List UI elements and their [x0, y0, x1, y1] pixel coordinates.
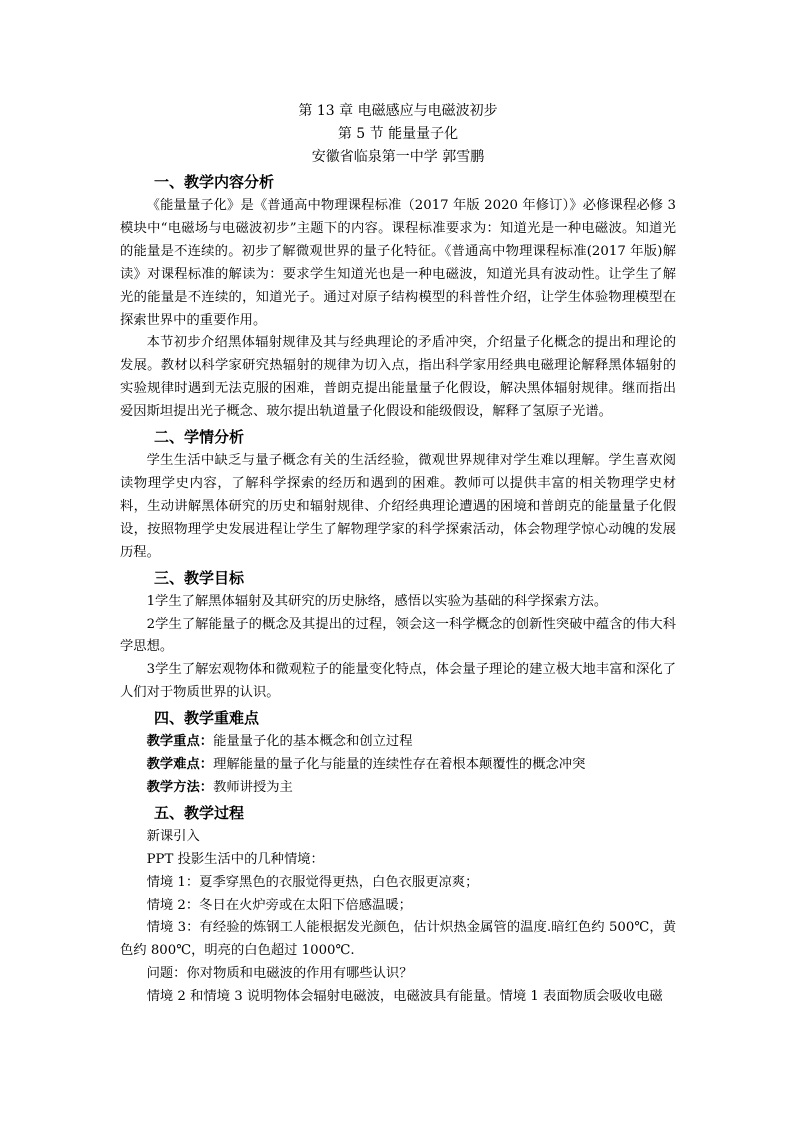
- process-line-scenario-2: 情境 2：冬日在火炉旁或在太阳下倍感温暖；: [146, 897, 412, 913]
- process-line-question: 问题：你对物质和电磁波的作用有哪些认识？: [146, 966, 413, 982]
- key-point-line: [120, 731, 676, 754]
- process-line-scenario-1: 情境 1：夏季穿黑色的衣服觉得更热，白色衣服更凉爽；: [146, 874, 479, 890]
- difficult-point-text: 理解能量的量子化与能量的连续性存在着根本颠覆性的概念冲突: [213, 757, 586, 773]
- goal-item-2: 2学生了解能量子的概念及其提出的过程，领会这一科学概念的创新性突破中蕴含的伟大科学思想。: [120, 616, 676, 655]
- key-point-label: 教学重点：: [146, 734, 214, 750]
- heading-student-analysis: 二、学情分析: [154, 428, 245, 447]
- difficult-point-label: 教学难点：: [146, 757, 214, 773]
- chapter-title: 第 13 章 电磁感应与电磁波初步: [298, 103, 498, 119]
- process-line-explanation: 情境 2 和情境 3 说明物体会辐射电磁波，电磁波具有能量。情境 1 表面物质会吸收电磁: [146, 989, 663, 1005]
- paragraph-content-analysis-2: 本节初步介绍黑体辐射规律及其与经典理论的矛盾冲突，介绍量子化概念的提出和理论的发展。教材以科学家研究热辐射的规律为切入点，指出科学家用经典电磁理论解释黑体辐射的实验规律时遇到无法克服的困难，普朗克提出能量量子化假设，解决黑体辐射规律。继而指出爱因斯坦提出光子概念、玻尔提出轨道量子化假设和能级假设，解释了氢原子光谱。: [120, 335, 676, 420]
- heading-teaching-goals: 三、教学目标: [154, 568, 245, 587]
- process-line-ppt: PPT 投影生活中的几种情境：: [146, 851, 324, 867]
- process-line-intro: 新课引入: [146, 828, 200, 844]
- heading-teaching-process: 五、教学过程: [154, 803, 245, 822]
- goal-item-1: 1学生了解黑体辐射及其研究的历史脉络，感悟以实验为基础的科学探索方法。: [146, 593, 608, 609]
- teaching-method-line: [120, 777, 676, 800]
- document-content: [120, 100, 676, 1009]
- goal-item-3: 3学生了解宏观物体和微观粒子的能量变化特点，体会量子理论的建立极大地丰富和深化了人们对于物质世界的认识。: [120, 662, 676, 701]
- heading-key-difficult-points: 四、教学重难点: [154, 709, 260, 728]
- teaching-method-text: 教师讲授为主: [213, 779, 293, 795]
- heading-content-analysis: 一、教学内容分析: [154, 173, 275, 191]
- section-title: 第 5 节 能量量子化: [337, 126, 459, 142]
- teaching-method-label: 教学方法：: [146, 779, 214, 795]
- author-line: 安徽省临泉第一中学 郭雪鹏: [311, 149, 485, 165]
- difficult-point-line: [120, 754, 676, 777]
- key-point-text: 能量量子化的基本概念和创立过程: [213, 734, 413, 750]
- paragraph-content-analysis-1: 《能量量子化》是《普通高中物理课程标准（2017 年版 2020 年修订）》必修课程必修 3 模块中“电磁场与电磁波初步”主题下的内容。课程标准要求为：知道光是一种电磁波。知道光的能量是不连续的。初步了解微观世界的量子化特征。《普通高中物理课程标准(2017 年版)解读》对课程标准的解读为：要求学生知道光也是一种电磁波，知道光具有波动性。让学生了解光的能量是不连续的，知道光子。通过对原子结构模型的科普性介绍，让学生体验物理模型在探索世界中的重要作用。: [120, 198, 676, 328]
- process-line-scenario-3: 情境 3：有经验的炼钢工人能根据发光颜色，估计炽热金属管的温度.暗红色约 500℃，黄色约 800℃，明亮的白色超过 1000℃.: [120, 920, 676, 959]
- paragraph-student-analysis: 学生生活中缺乏与量子概念有关的生活经验，微观世界规律对学生难以理解。学生喜欢阅读物理学史内容，了解科学探索的经历和遇到的困难。教师可以提供丰富的相关物理学史材料，生动讲解黑体研究的历史和辐射规律、介绍经典理论遭遇的困境和普朗克的能量量子化假设，按照物理学史发展进程让学生了解物理学家的科学探索活动，体会物理学惊心动魄的发展历程。: [120, 453, 676, 560]
